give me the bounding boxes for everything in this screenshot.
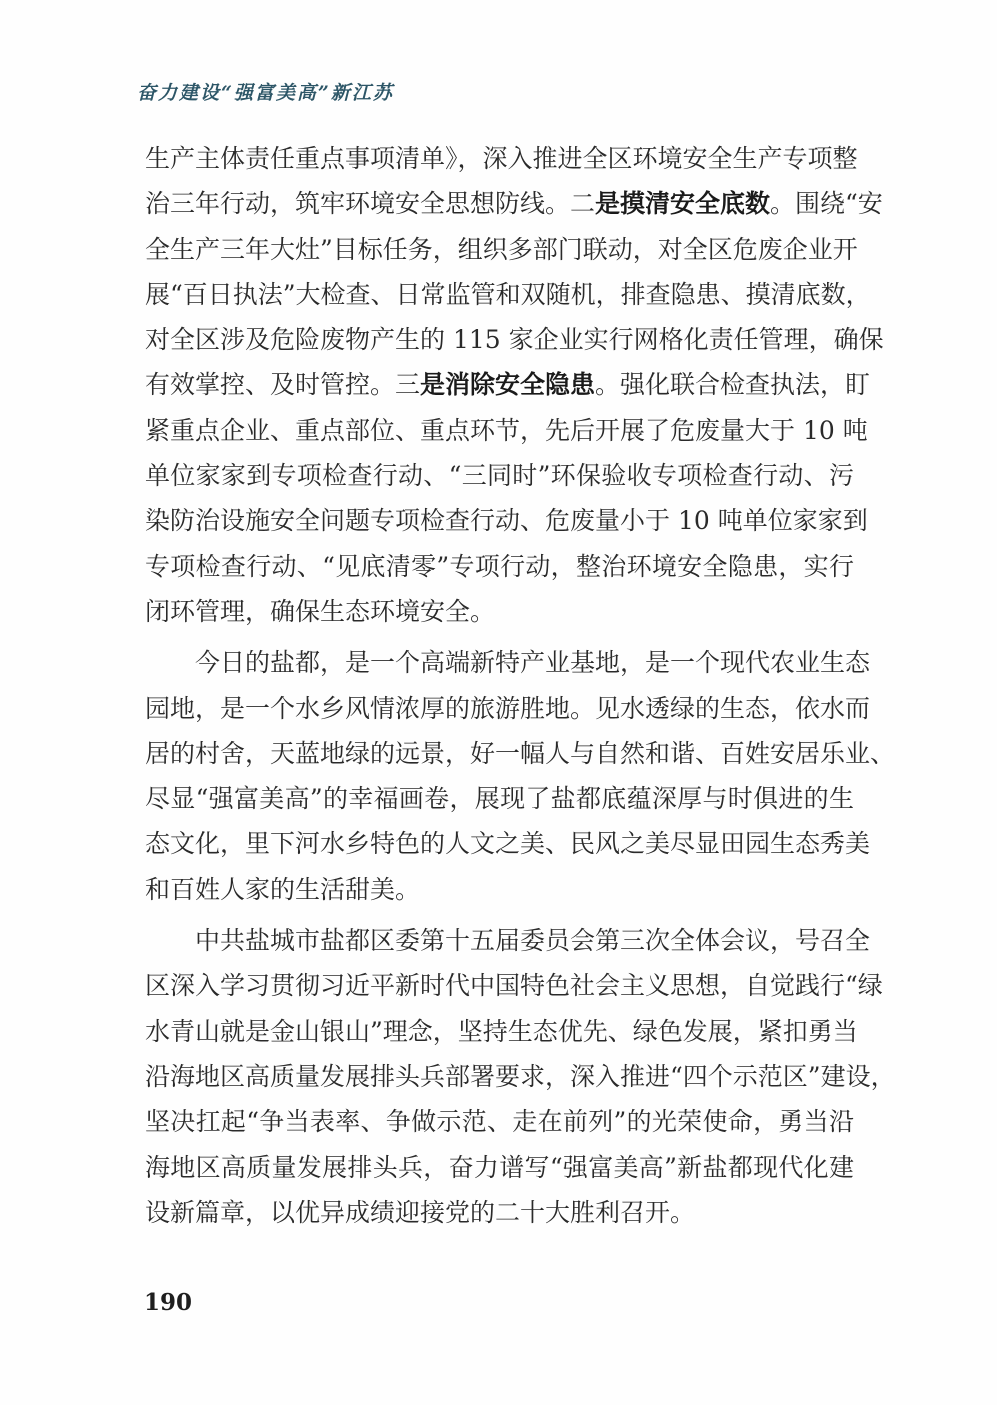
paragraph-2 <box>145 640 896 912</box>
text-line <box>145 362 871 407</box>
text-line: 闭环管理，确保生态环境安全。 <box>145 596 496 626</box>
text-line: 和百姓人家的生活甜美。 <box>145 874 421 904</box>
text-line: 专项检查行动、“见底清零”专项行动，整治环境安全隐患，实行 <box>145 551 854 581</box>
paragraph-3 <box>145 918 896 1235</box>
text-line: 居的村舍，天蓝地绿的远景，好一幅人与自然和谐、百姓安居乐业、 <box>145 738 896 768</box>
text-line: 中共盐城市盐都区委第十五届委员会第三次全体会议，号召全 <box>195 926 871 956</box>
text-line: 态文化，里下河水乡特色的人文之美、民风之美尽显田园生态秀美 <box>145 829 871 859</box>
text-line: 今日的盐都，是一个高端新特产业基地，是一个现代农业生态 <box>195 648 871 678</box>
text-line: 全生产三年大灶”目标任务，组织多部门联动，对全区危废企业开 <box>145 234 858 264</box>
text-run: 有效掌控、及时管控。三 <box>145 370 421 400</box>
body-text <box>145 136 896 1235</box>
text-line: 区深入学习贯彻习近平新时代中国特色社会主义思想，自觉践行“绿 <box>145 971 883 1001</box>
text-line: 生产主体责任重点事项清单》，深入推进全区环境安全生产专项整 <box>145 144 858 173</box>
text-line: 单位家家到专项检查行动、“三同时”环保验收专项检查行动、污 <box>145 461 854 491</box>
bold-phrase: 是消除安全隐患 <box>420 370 596 400</box>
text-run: 。强化联合检查执法，盯 <box>595 370 871 400</box>
text-line: 设新篇章，以优异成绩迎接党的二十大胜利召开。 <box>145 1197 696 1227</box>
paragraph-1 <box>145 136 884 634</box>
text-line: 海地区高质量发展排头兵，奋力谱写“强富美高”新盐都现代化建 <box>145 1152 854 1182</box>
text-line: 尽显“强富美高”的幸福画卷，展现了盐都底蕴深厚与时俱进的生 <box>145 784 854 814</box>
running-header: 奋力建设“强富美高”新江苏 <box>137 82 394 104</box>
text-line: 坚决扛起“争当表率、争做示范、走在前列”的光荣使命，勇当沿 <box>145 1107 854 1137</box>
text-line: 园地，是一个水乡风情浓厚的旅游胜地。见水透绿的生态，依水而 <box>145 693 871 723</box>
text-line: 展“百日执法”大检查、日常监管和双随机，排查隐患、摸清底数， <box>145 279 871 309</box>
text-run: 。围绕“安 <box>770 189 883 219</box>
text-line: 对全区涉及危险废物产生的 115 家企业实行网格化责任管理，确保 <box>145 325 884 355</box>
text-line <box>145 181 883 226</box>
bold-phrase: 是摸清安全底数 <box>595 189 771 219</box>
text-run: 治三年行动，筑牢环境安全思想防线。二 <box>145 189 596 219</box>
text-line: 紧重点企业、重点部位、重点环节，先后开展了危废量大于 10 吨 <box>145 415 868 445</box>
text-line: 水青山就是金山银山”理念，坚持生态优先、绿色发展，紧扣勇当 <box>145 1016 858 1046</box>
text-line: 染防治设施安全问题专项检查行动、危废量小于 10 吨单位家家到 <box>145 506 868 536</box>
page-number: 190 <box>144 1289 193 1316</box>
text-line: 沿海地区高质量发展排头兵部署要求，深入推进“四个示范区”建设， <box>145 1061 896 1091</box>
